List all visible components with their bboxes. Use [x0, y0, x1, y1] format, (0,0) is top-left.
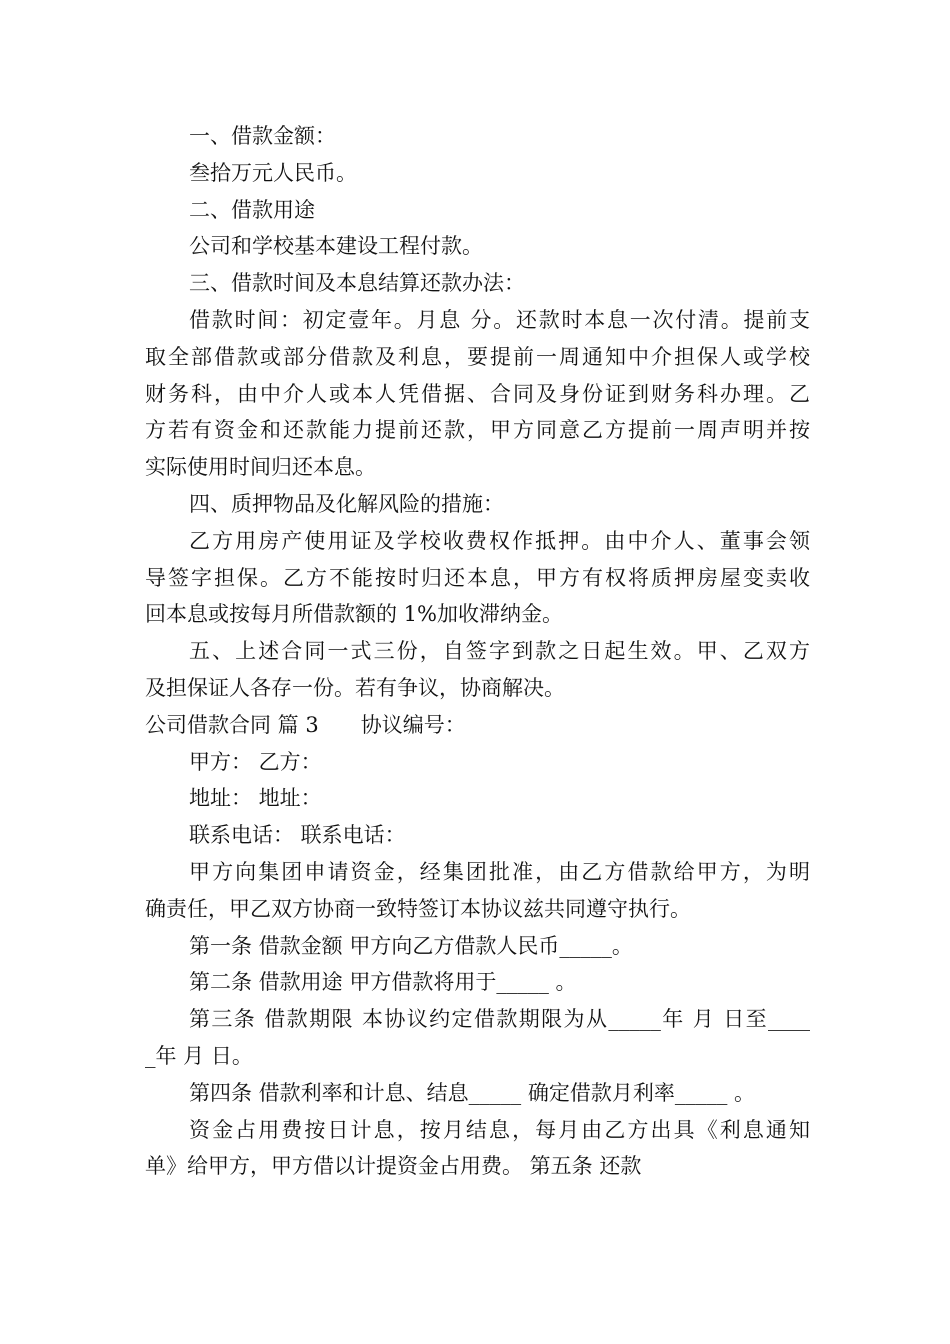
text-line: 五、上述合同一式三份，自签字到款之日起生效。甲、乙双方	[189, 639, 810, 664]
text-line: 借款时间：初定壹年。月息 分。还款时本息一次付清。提前支	[189, 307, 810, 332]
text-line: 资金占用费按日计息，按月结息，每月由乙方出具《利息通知	[189, 1117, 810, 1142]
text-line: 公司和学校基本建设工程付款。	[189, 234, 483, 259]
text-line: 三、借款时间及本息结算还款办法：	[189, 271, 525, 296]
text-line: _年 月 日。	[145, 1043, 253, 1068]
text-line: 方若有资金和还款能力提前还款，甲方同意乙方提前一周声明并按	[145, 418, 810, 443]
section-heading: 公司借款合同 篇 3 协议编号：	[145, 712, 466, 737]
text-line: 第四条 借款利率和计息、结息_____ 确定借款月利率_____ 。	[189, 1080, 756, 1105]
text-line: 回本息或按每月所借款额的 1%加收滞纳金。	[145, 602, 563, 627]
text-line: 第一条 借款金额 甲方向乙方借款人民币_____。	[189, 933, 633, 958]
text-line: 乙方用房产使用证及学校收费权作抵押。由中介人、董事会领	[189, 528, 810, 553]
text-line: 甲方向集团申请资金，经集团批准，由乙方借款给甲方，为明	[189, 859, 810, 884]
text-line: 及担保证人各存一份。若有争议，协商解决。	[145, 675, 565, 700]
text-line: 单》给甲方，甲方借以计提资金占用费。 第五条 还款	[145, 1154, 642, 1179]
text-line: 第二条 借款用途 甲方借款将用于_____ 。	[189, 970, 577, 995]
text-line: 确责任，甲乙双方协商一致特签订本协议兹共同遵守执行。	[145, 896, 691, 921]
text-line: 甲方： 乙方：	[189, 749, 322, 774]
text-line: 财务科，由中介人或本人凭借据、合同及身份证到财务科办理。乙	[145, 381, 810, 406]
text-line: 地址： 地址：	[189, 786, 322, 811]
text-line: 二、借款用途	[189, 197, 315, 222]
text-line: 一、借款金额：	[189, 124, 336, 148]
document-body	[145, 118, 810, 1185]
text-line: 第三条 借款期限 本协议约定借款期限为从_____年 月 日至____	[189, 1007, 810, 1032]
text-line: 取全部借款或部分借款及利息，要提前一周通知中介担保人或学校	[145, 344, 810, 369]
text-line: 导签字担保。乙方不能按时归还本息，甲方有权将质押房屋变卖收	[145, 565, 810, 590]
text-line: 叁拾万元人民币。	[189, 160, 357, 185]
text-line: 联系电话： 联系电话：	[189, 823, 406, 848]
text-line: 四、质押物品及化解风险的措施：	[189, 491, 504, 516]
text-line: 实际使用时间归还本息。	[145, 455, 376, 480]
